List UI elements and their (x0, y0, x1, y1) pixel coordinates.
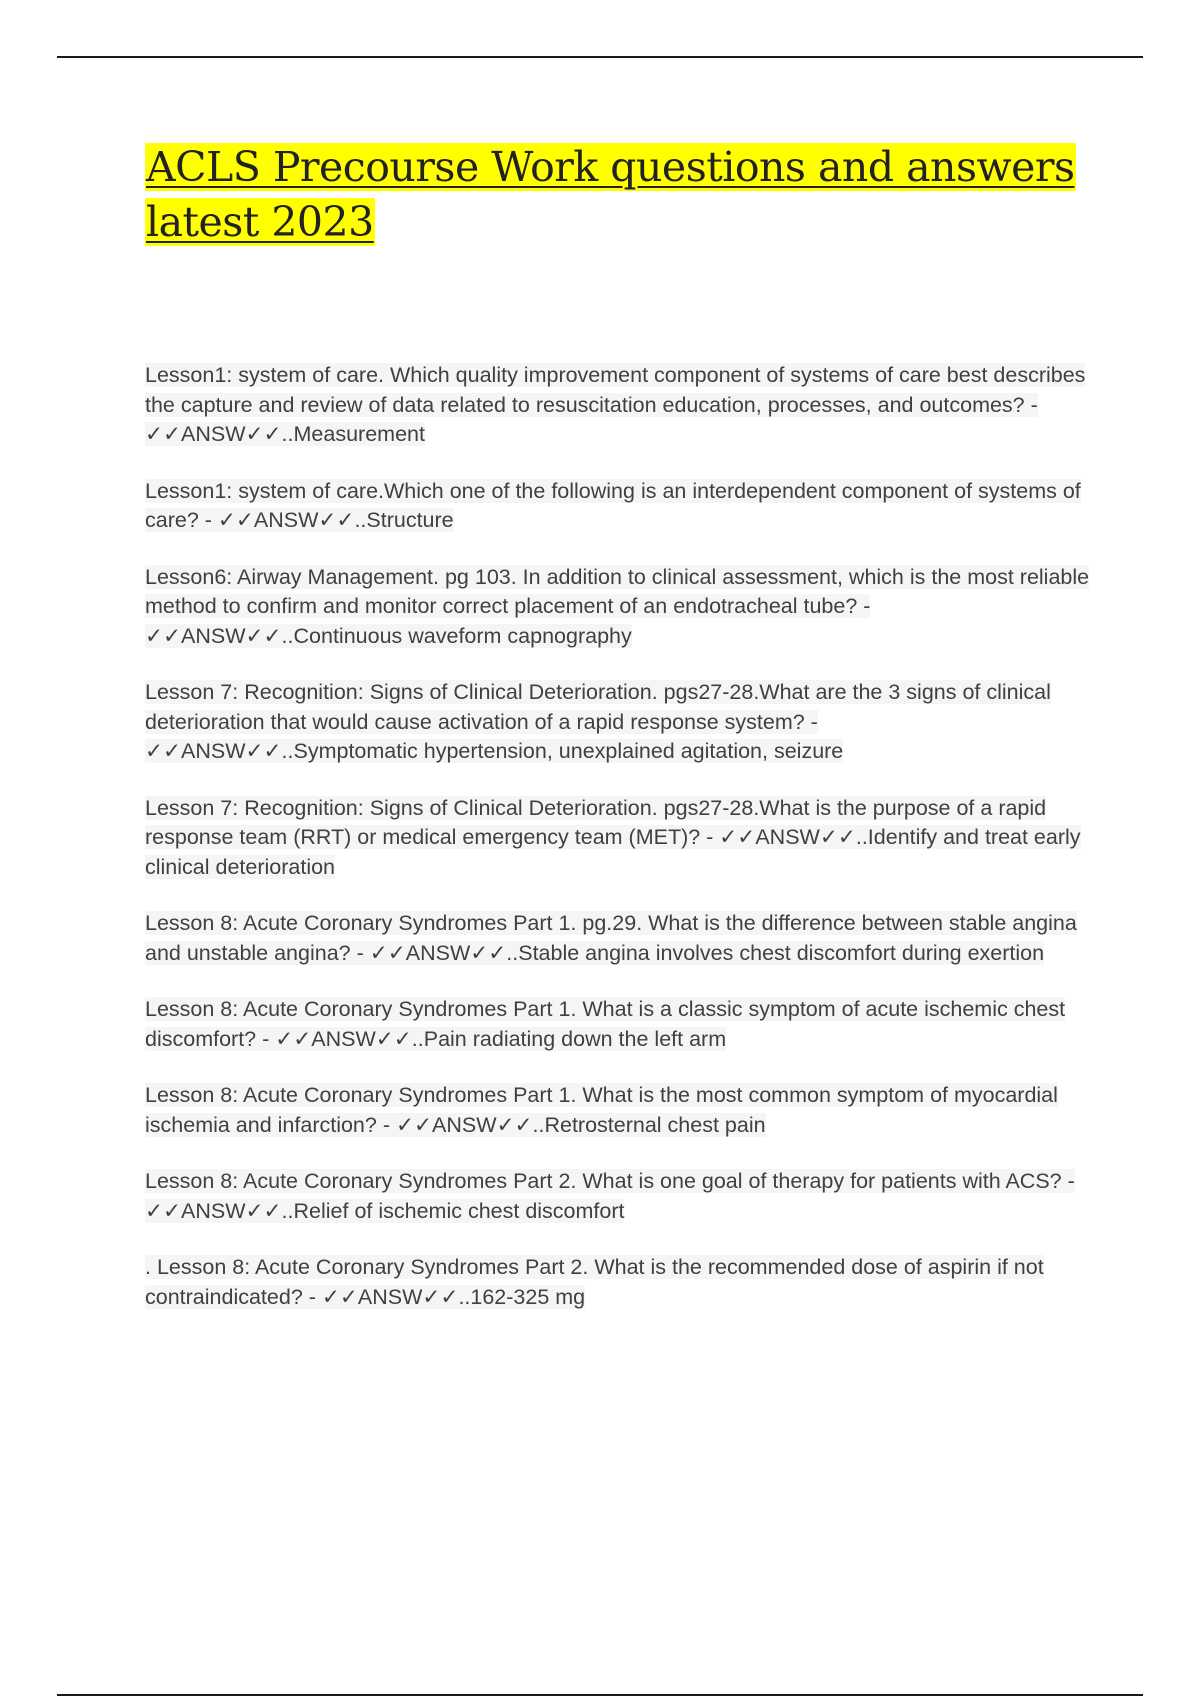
qa-item (145, 678, 1095, 767)
bottom-divider (57, 1694, 1143, 1696)
qa-item-text: Lesson6: Airway Management. pg 103. In addition to clinical assessment, which is the most reliable method to confirm and monitor correct placement of an endotracheal tube? - ✓✓ANSW✓✓..Continuous waveform capnography (145, 564, 1090, 648)
qa-item-text: Lesson1: system of care.Which one of the following is an interdependent component of systems of care? - ✓✓ANSW✓✓..Structure (145, 478, 1081, 532)
qa-item (145, 361, 1095, 450)
top-divider (57, 56, 1143, 58)
qa-item-text: Lesson 7: Recognition: Signs of Clinical Deterioration. pgs27-28.What is the purpose of a rapid response team (RRT) or medical emergency team (MET)? - ✓✓ANSW✓✓..Identify and treat early clinical deterioration (145, 795, 1081, 879)
qa-item (145, 1167, 1095, 1226)
qa-item-text: . Lesson 8: Acute Coronary Syndromes Part 2. What is the recommended dose of aspirin if not contraindicated? - ✓✓ANSW✓✓..162-325 mg (145, 1255, 1044, 1309)
qa-item (145, 995, 1095, 1054)
qa-item-text: Lesson1: system of care. Which quality improvement component of systems of care best describes the capture and review of data related to resuscitation education, processes, and outcomes? - ✓✓ANSW✓✓..Measurement (145, 363, 1086, 446)
qa-item-text: Lesson 8: Acute Coronary Syndromes Part 1. pg.29. What is the difference between stable angina and unstable angina? - ✓✓ANSW✓✓..Stable angina involves chest discomfort during exertion (145, 911, 1077, 965)
qa-item (145, 909, 1095, 968)
document-title-text: ACLS Precourse Work questions and answers latest 2023 (146, 143, 1075, 246)
qa-item (145, 563, 1095, 652)
qa-item-text: Lesson 8: Acute Coronary Syndromes Part 2. What is one goal of therapy for patients with ACS? - ✓✓ANSW✓✓..Relief of ischemic chest discomfort (145, 1169, 1075, 1223)
qa-item (145, 794, 1095, 883)
qa-item (145, 1253, 1095, 1312)
qa-item (145, 1081, 1095, 1140)
qa-item-text: Lesson 8: Acute Coronary Syndromes Part 1. What is the most common symptom of myocardial ischemia and infarction? - ✓✓ANSW✓✓..Retrosternal chest pain (145, 1083, 1058, 1137)
qa-item-text: Lesson 7: Recognition: Signs of Clinical Deterioration. pgs27-28.What are the 3 signs of clinical deterioration that would cause activation of a rapid response system? - ✓✓ANSW✓✓..Symptomatic hypertension, unexplained agitation, seizure (145, 680, 1051, 763)
qa-list (145, 361, 1095, 1312)
document-body (145, 140, 1095, 1339)
qa-item (145, 477, 1095, 536)
document-title (145, 140, 1095, 250)
qa-item-text: Lesson 8: Acute Coronary Syndromes Part 1. What is a classic symptom of acute ischemic chest discomfort? - ✓✓ANSW✓✓..Pain radiating down the left arm (145, 997, 1066, 1051)
